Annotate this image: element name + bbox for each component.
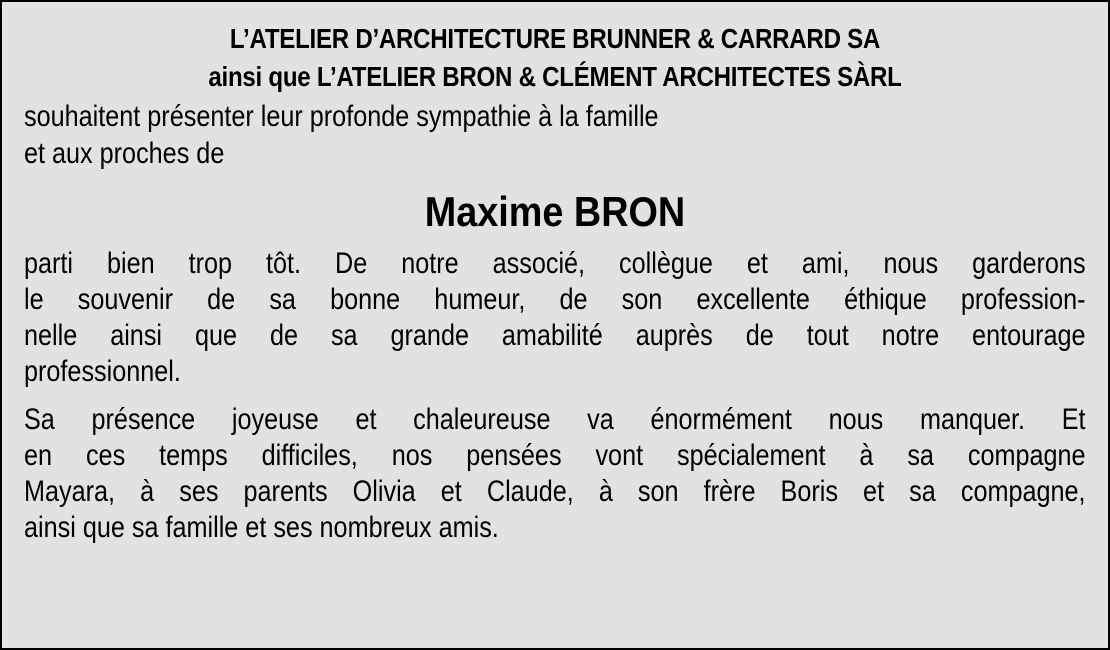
deceased-name: Maxime BRON	[424, 188, 686, 235]
paragraph-2	[24, 402, 1086, 546]
paragraph-2-line: en ces temps difficiles, nos pensées vont spécialement à sa compagne	[24, 439, 1086, 472]
paragraph-2-line: Sa présence joyeuse et chaleureuse va énormément nous manquer. Et	[24, 403, 1086, 436]
intro-line-1: souhaitent présenter leur profonde sympathie à la famille	[24, 100, 659, 133]
paragraph-1-line: parti bien trop tôt. De notre associé, collègue et ami, nous garderons	[24, 247, 1086, 280]
heading-line-2: ainsi que L’ATELIER BRON & CLÉMENT ARCHITECTES SÀRL	[208, 61, 902, 92]
paragraph-2-line: ainsi que sa famille et ses nombreux amis.	[24, 511, 499, 544]
paragraph-1-line: le souvenir de sa bonne humeur, de son excellente éthique profession-	[24, 283, 1086, 316]
paragraph-1	[24, 246, 1086, 390]
paragraph-1-line: nelle ainsi que de sa grande amabilité auprès de tout notre entourage	[24, 319, 1086, 352]
notice-heading	[98, 20, 1011, 96]
intro-text	[24, 98, 1086, 172]
paragraph-2-line: Mayara, à ses parents Olivia et Claude, à son frère Boris et sa compagne,	[24, 475, 1086, 508]
heading-line-1: L’ATELIER D’ARCHITECTURE BRUNNER & CARRARD SA	[229, 23, 881, 54]
intro-line-2: et aux proches de	[24, 137, 225, 170]
paragraph-1-line: professionnel.	[24, 355, 181, 388]
